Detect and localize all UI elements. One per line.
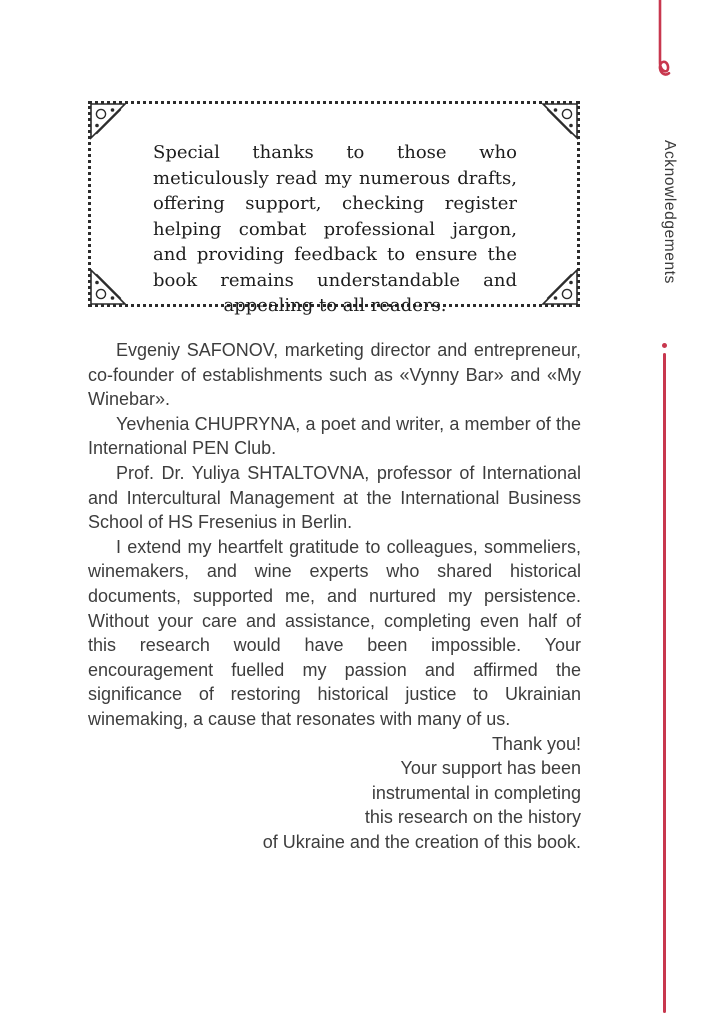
chapter-side-label: Acknowledgements	[661, 140, 678, 285]
paragraph: Prof. Dr. Yuliya SHTALTOVNA, professor of International and Intercultural Management at the International Business School of HS Fresenius in Berlin.	[88, 462, 581, 533]
corner-ornament-icon	[540, 101, 580, 141]
corner-ornament-icon	[88, 101, 128, 141]
rule-dot	[662, 343, 667, 348]
dedication-box	[88, 101, 580, 316]
dedication-text: Special thanks to those who meticulously read my numerous drafts, offering support, checking register helping combat professional jargon, and providing feedback to ensure the book remains understandable and appealing to all readers.	[153, 142, 517, 316]
closing-line: Thank you!	[491, 733, 581, 754]
paragraph: Yevhenia CHUPRYNA, a poet and writer, a member of the International PEN Club.	[88, 413, 581, 459]
closing-block	[88, 732, 581, 855]
closing-line: instrumental in completing	[371, 782, 581, 803]
rule-line	[663, 353, 665, 1013]
corner-ornament-icon	[88, 267, 128, 307]
acknowledgements-body	[88, 338, 581, 854]
closing-line: Your support has been	[400, 758, 581, 779]
corner-ornament-icon	[540, 267, 580, 307]
closing-line: this research on the history	[364, 807, 581, 828]
paragraph: I extend my heartfelt gratitude to colleagues, sommeliers, winemakers, and wine experts who shared historical documents, supported me, and nurtured my persistence. Without your care and assistance, completing even half of this research would have been impossible. Your encouragement fuelled my passion and affirmed the significance of restoring historical justice to Ukrainian winemaking, a cause that resonates with many of us.	[88, 536, 581, 729]
paragraph: Evgeniy SAFONOV, marketing director and entrepreneur, co-founder of establishments such as «Vynny Bar» and «My Winebar».	[88, 340, 581, 410]
flourish-icon	[650, 0, 674, 86]
margin-rule	[661, 343, 668, 1013]
closing-line: of Ukraine and the creation of this book.	[262, 831, 581, 852]
